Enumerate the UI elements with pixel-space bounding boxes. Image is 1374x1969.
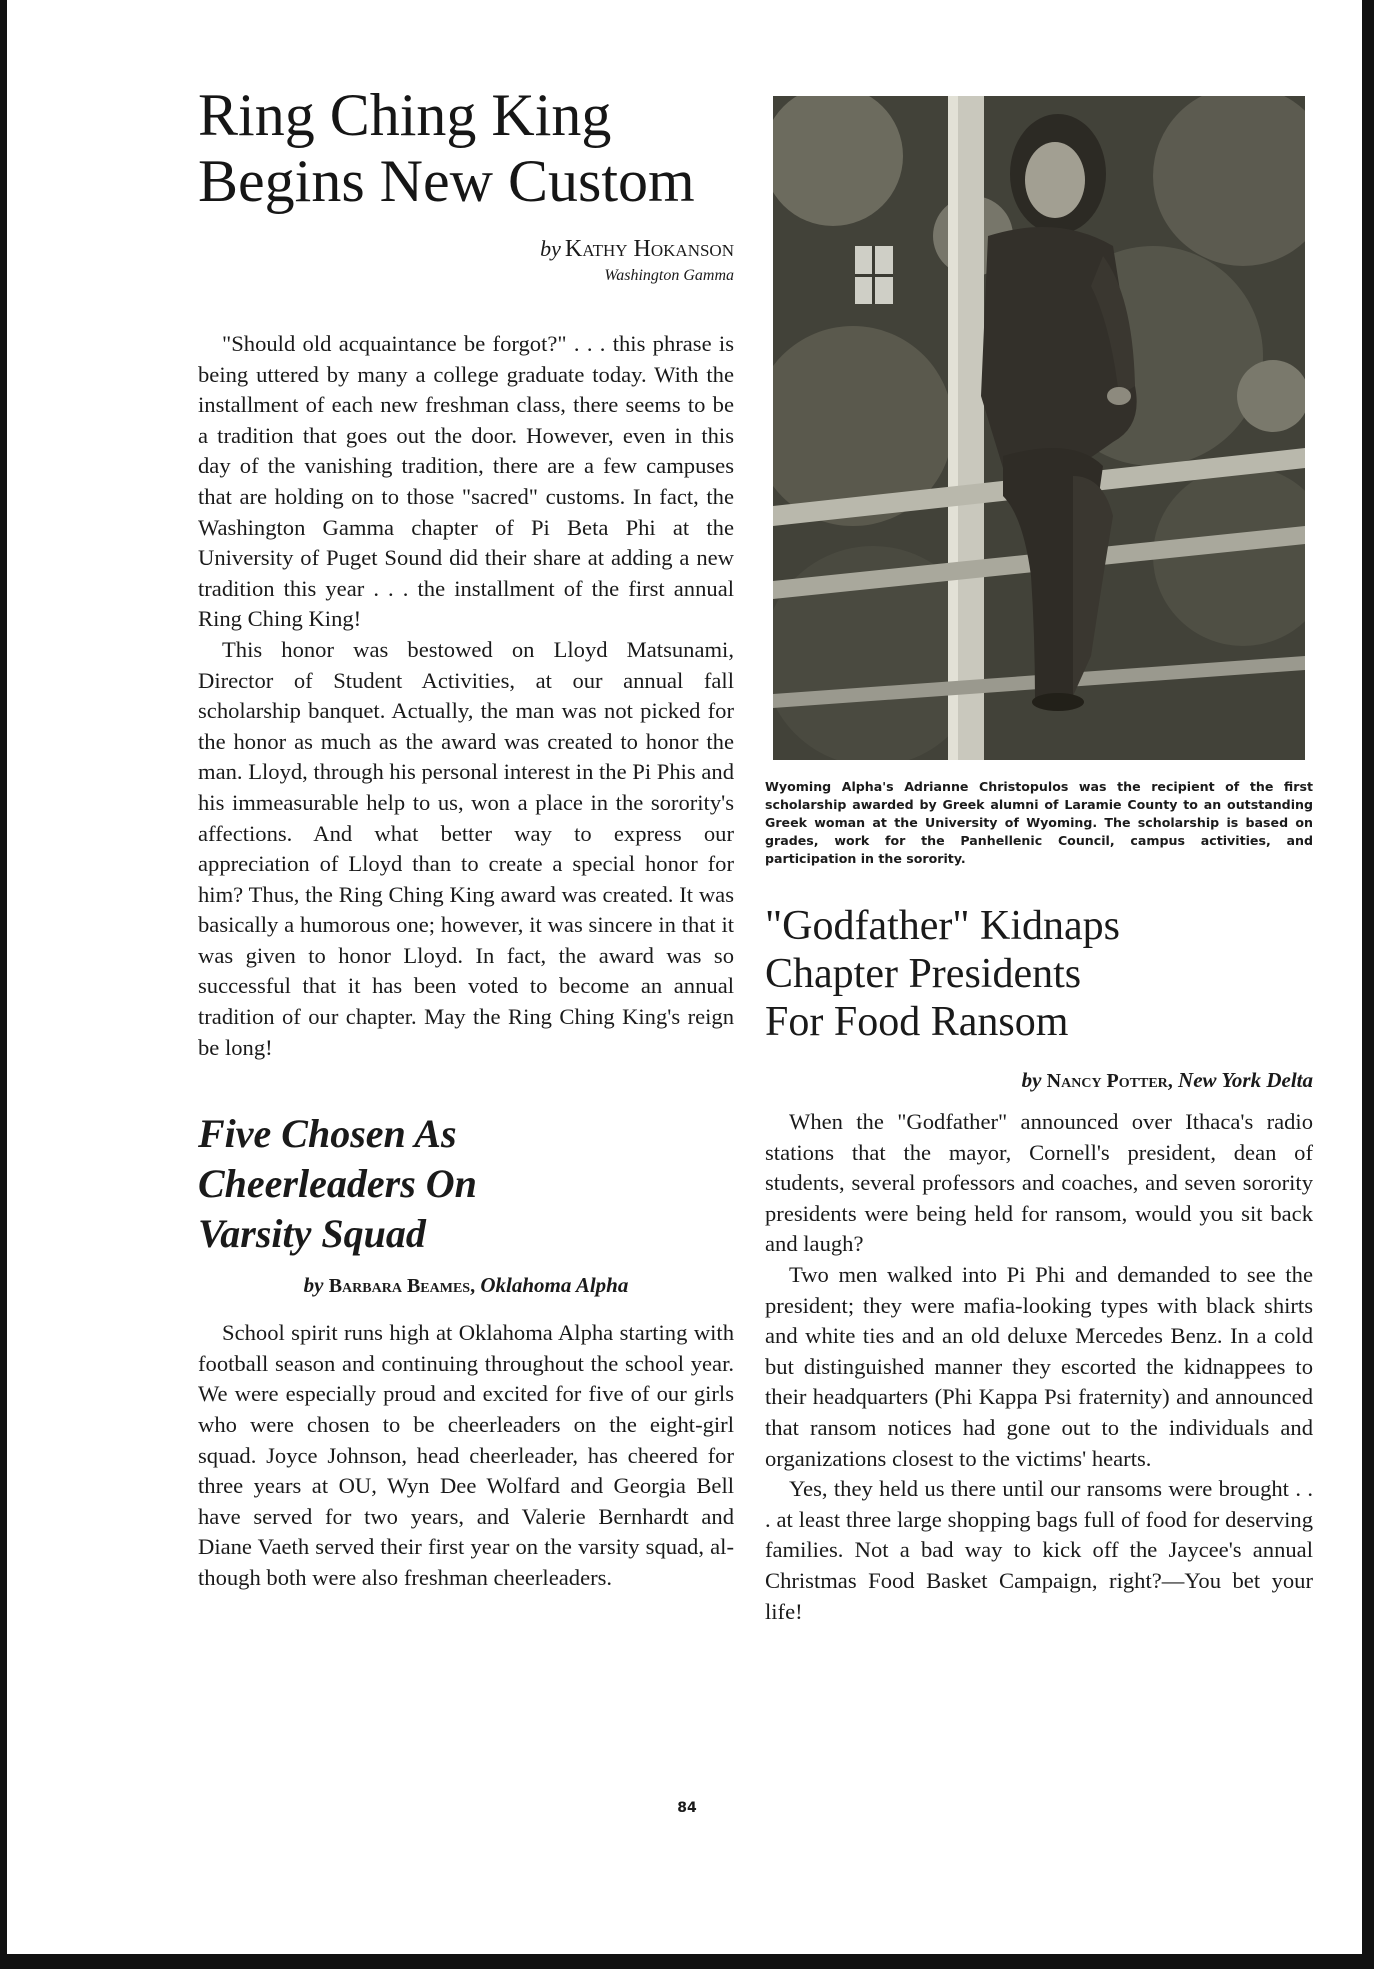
photo-woman-on-railing xyxy=(773,96,1305,760)
byline-chapter: Washington Gamma xyxy=(604,267,734,284)
article-body xyxy=(198,1318,734,1593)
title-line: Ring Ching King xyxy=(198,82,612,148)
scan-border-left xyxy=(0,0,7,1969)
title-line: For Food Ransom xyxy=(765,999,1069,1045)
scan-border-right xyxy=(1362,0,1374,1969)
article-title xyxy=(198,1109,734,1259)
byline-by: by xyxy=(303,1273,324,1298)
article-godfather-kidnaps xyxy=(765,902,1313,1627)
title-line: Varsity Squad xyxy=(198,1211,426,1257)
paragraph: When the "Godfather" announced over Ithaca's radio stations that the mayor, Cornell's president, dean of students, several professors and coaches, and seven sorority presidents were being held for ransom, would you sit back and laugh? xyxy=(765,1109,1313,1257)
byline xyxy=(198,236,734,285)
byline-chapter: Oklahoma Alpha xyxy=(480,1273,629,1298)
paragraph: "Should old acquaintance be forgot?" . . . this phrase is being uttered by many a college graduate today. With the installment of each new freshman class, there seems to be a tradition that goes out the door. However, even in this day of the vanishing tradition, there are a few campuses that are holding on to those "sacred" customs. In fact, the Washington Gamma chapter of Pi Beta Phi at the University of Puget Sound did their share at adding a new tradition this year . . . the installment of the first annual Ring Ching King! xyxy=(198,331,734,632)
photo-illustration xyxy=(773,96,1305,760)
byline-chapter: New York Delta xyxy=(1178,1068,1313,1092)
article-body xyxy=(765,1107,1313,1627)
title-line: Chapter Presidents xyxy=(765,951,1082,997)
article-ring-ching-king xyxy=(198,82,734,1063)
article-body xyxy=(198,329,734,1063)
page-number: 84 xyxy=(677,1800,697,1816)
title-line: Cheerleaders On xyxy=(198,1161,477,1207)
paragraph: School spirit runs high at Oklahoma Alpha starting with football season and continuing throughout the school year. We were especially proud and excited for five of our girls who were chosen to be cheerleaders on the eight-girl squad. Joyce Johnson, head cheerleader, has cheered for three years at OU, Wyn Dee Wolfard and Georgia Bell have served for two years, and Valerie Bernhardt and Diane Vaeth served their first year on the varsity squad, although both were also freshman cheerleaders. xyxy=(198,1320,734,1590)
byline-by: by xyxy=(540,236,561,261)
article-title xyxy=(765,902,1313,1046)
byline-by: by xyxy=(1021,1068,1042,1092)
paragraph: This honor was bestowed on Lloyd Matsunami, Director of Student Activities, at our annual fall scholarship banquet. Actually, the man was not picked for the honor as much as the award was created to honor the man. Lloyd, through his personal interest in the Pi Phis and his immeasurable help to us, won a place in the sorority's affections. And what better way to express our appreciation of Lloyd than to create a special honor for him? Thus, the Ring Ching King award was created. It was basically a humorous one; however, it was sincere in that it was given to honor Lloyd. In fact, the award was so successful that it has been voted to become an annual tradition of our chapter. May the Ring Ching King's reign be long! xyxy=(198,636,734,1060)
photo-caption: Wyoming Alpha's Adrianne Christopulos was the recipient of the first scholarship awarded by Greek alumni of Laramie County to an outstanding Greek woman at the University of Wyoming. The scholarship is based on grades, work for the Panhellenic Council, campus activities, and participation in the sorority. xyxy=(765,779,1313,866)
right-column xyxy=(765,96,1313,1796)
byline-author: Kathy Hokanson xyxy=(564,236,734,262)
title-line: Begins New Custom xyxy=(198,148,695,214)
byline-author: Barbara Beames, xyxy=(328,1275,476,1298)
byline xyxy=(198,1273,734,1298)
article-five-chosen-cheerleaders xyxy=(198,1109,734,1593)
byline xyxy=(765,1068,1313,1093)
title-line: Five Chosen As xyxy=(198,1111,457,1157)
left-column xyxy=(198,82,734,1782)
article-title xyxy=(198,82,734,214)
byline-author: Nancy Potter, xyxy=(1046,1070,1173,1092)
scan-border-bottom xyxy=(0,1954,1374,1969)
paragraph: Yes, they held us there until our ransoms were brought . . . at least three large shopping bags full of food for deserving families. Not a bad way to kick off the Jaycee's annual Christmas Food Basket Campaign, right?—You bet your life! xyxy=(765,1476,1313,1624)
title-line: "Godfather" Kidnaps xyxy=(765,903,1121,949)
paragraph: Two men walked into Pi Phi and demanded to see the president; they were mafia-looking types with black shirts and white ties and an old deluxe Mercedes Benz. In a cold but distinguished manner they escorted the kidnappees to their headquarters (Phi Kappa Psi fraternity) and announced that ransom notices had gone out to the individuals and organizations closest to the victims' hearts. xyxy=(765,1261,1313,1471)
